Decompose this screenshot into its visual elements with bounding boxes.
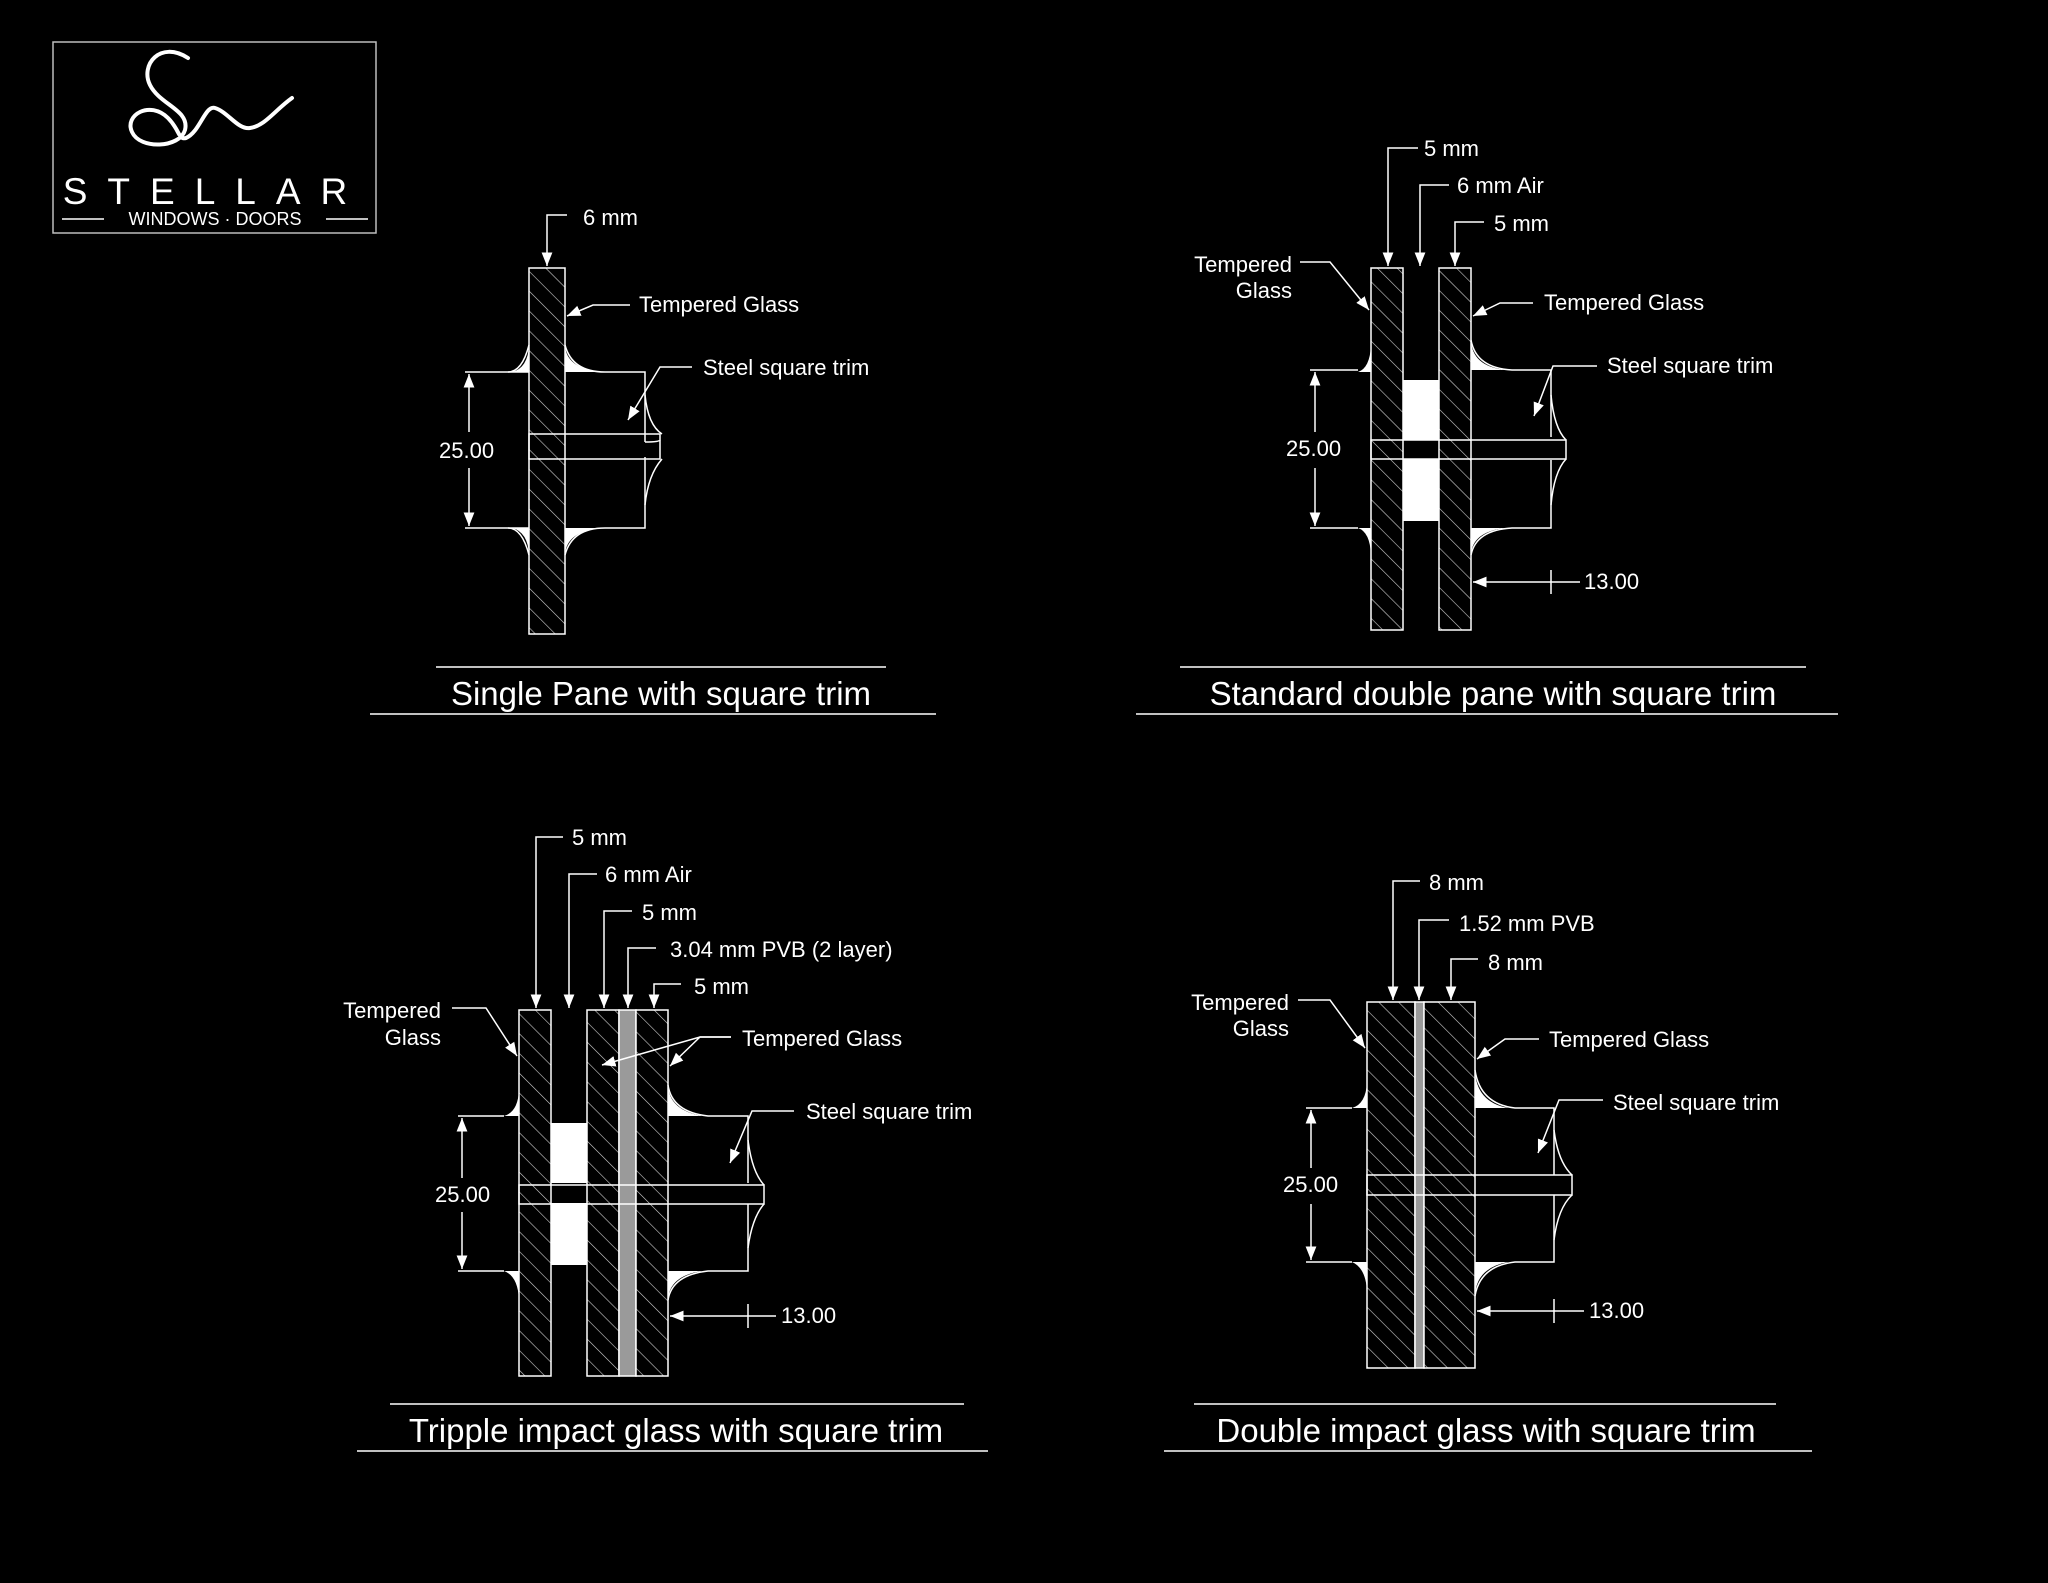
- layer5-leader: [654, 984, 681, 1008]
- diagram-single-pane: [370, 205, 936, 714]
- width-dimension: 13.00: [1589, 1298, 1645, 1323]
- layer1-leader: [1388, 148, 1418, 266]
- glass-right-label: Tempered Glass: [742, 1026, 903, 1051]
- trim-leader: [1534, 366, 1597, 416]
- width-dimension: 13.00: [1584, 569, 1640, 594]
- glass-pane-right: [1439, 268, 1471, 630]
- layer4-label: 3.04 mm PVB (2 layer): [670, 937, 893, 962]
- air-spacer-top: [1403, 380, 1439, 440]
- layer1-label: 8 mm: [1429, 870, 1484, 895]
- layer4-leader: [628, 948, 656, 1008]
- glass-right-leader: [1477, 1039, 1539, 1059]
- diagram-caption: Single Pane with square trim: [450, 675, 872, 712]
- diagram-double-impact: [1164, 870, 1812, 1451]
- trim-label: Steel square trim: [1607, 353, 1774, 378]
- layer3-leader: [1455, 222, 1484, 266]
- glass-pane-3: [636, 1010, 668, 1376]
- glass-leader: [567, 305, 630, 316]
- trim-label: Steel square trim: [806, 1099, 973, 1124]
- brand-logo: [53, 42, 376, 233]
- glass-thickness-label: 6 mm: [583, 205, 638, 230]
- glass-right-label: Tempered Glass: [1549, 1027, 1710, 1052]
- glass-pane: [529, 268, 565, 634]
- glass-left-label-line2: Glass: [384, 1025, 441, 1050]
- height-dimension: 25.00: [439, 438, 495, 463]
- thickness-leader: [547, 215, 567, 266]
- glass-left-label-line2: Glass: [1235, 278, 1292, 303]
- layer2-leader: [1420, 185, 1449, 266]
- diagram-standard-double-pane: [1136, 136, 1838, 714]
- air-spacer-top: [551, 1123, 587, 1183]
- layer3-leader: [1451, 959, 1478, 1000]
- air-spacer-bottom: [1403, 459, 1439, 521]
- layer2-label: 6 mm Air: [605, 862, 692, 887]
- diagram-caption: Tripple impact glass with square trim: [408, 1412, 944, 1449]
- layer2-leader: [1419, 920, 1449, 1000]
- layer1-label: 5 mm: [1424, 136, 1479, 161]
- air-spacer-bottom: [551, 1203, 587, 1265]
- layer2-leader: [569, 874, 597, 1008]
- layer2-label: 6 mm Air: [1457, 173, 1544, 198]
- glass-pane-1: [519, 1010, 551, 1376]
- glass-right-leader: [1473, 303, 1533, 316]
- glass-right-label: Tempered Glass: [1544, 290, 1705, 315]
- glass-pane-left: [1367, 1002, 1415, 1368]
- height-dimension: 25.00: [1283, 1172, 1339, 1197]
- layer1-leader: [1393, 881, 1420, 1000]
- layer5-label: 5 mm: [694, 974, 749, 999]
- trim-label: Steel square trim: [1613, 1090, 1780, 1115]
- glass-left-label-line1: Tempered: [1194, 252, 1292, 277]
- width-dimension: 13.00: [781, 1303, 837, 1328]
- brand-tagline: WINDOWS · DOORS: [128, 209, 302, 229]
- glass-type-label: Tempered Glass: [639, 292, 800, 317]
- glass-left-leader: [1300, 262, 1369, 310]
- diagram-caption: Double impact glass with square trim: [1216, 1412, 1756, 1449]
- layer2-label: 1.52 mm PVB: [1459, 911, 1595, 936]
- diagram-caption: Standard double pane with square trim: [1209, 675, 1777, 712]
- glass-left-label-line1: Tempered: [343, 998, 441, 1023]
- glass-left-label-line1: Tempered: [1191, 990, 1289, 1015]
- glass-left-leader: [1298, 1000, 1365, 1048]
- layer3-label: 5 mm: [642, 900, 697, 925]
- trim-leader: [628, 367, 692, 420]
- height-dimension: 25.00: [1286, 436, 1342, 461]
- layer1-label: 5 mm: [572, 825, 627, 850]
- brand-name: STELLAR: [62, 171, 368, 212]
- pvb-layer: [619, 1010, 636, 1376]
- glass-right-leader: [670, 1037, 731, 1066]
- glass-pane-left: [1371, 268, 1403, 630]
- layer1-leader: [536, 837, 563, 1008]
- trim-label: Steel square trim: [703, 355, 870, 380]
- pvb-layer: [1415, 1002, 1424, 1368]
- glass-left-leader: [452, 1008, 517, 1056]
- height-dimension: 25.00: [435, 1182, 491, 1207]
- layer3-label: 5 mm: [1494, 211, 1549, 236]
- glass-left-label-line2: Glass: [1232, 1016, 1289, 1041]
- glass-pane-right: [1424, 1002, 1475, 1368]
- trim-leader: [730, 1111, 794, 1163]
- diagram-tripple-impact: [343, 825, 988, 1451]
- layer3-label: 8 mm: [1488, 950, 1543, 975]
